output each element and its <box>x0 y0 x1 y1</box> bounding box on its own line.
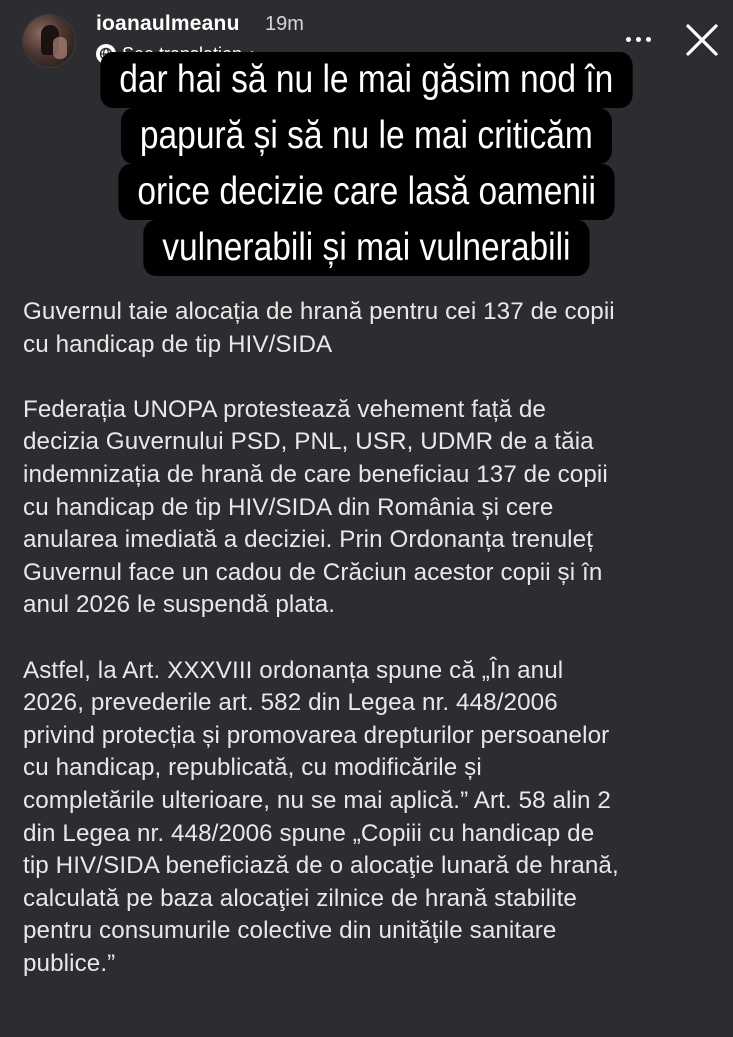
story-caption <box>0 52 733 276</box>
article-screenshot-text <box>23 296 723 1013</box>
caption-line: orice decizie care lasă oamenii <box>118 164 614 220</box>
caption-line: dar hai să nu le mai găsim nod în <box>101 52 633 108</box>
article-headline: Guvernul taie alocația de hrană pentru cei 137 de copii cu handicap de tip HIV/SIDA <box>23 298 615 358</box>
username[interactable]: ioanaulmeanu <box>96 12 240 35</box>
caption-line: papură și să nu le mai criticăm <box>121 108 612 164</box>
time-ago: 19m <box>265 13 304 35</box>
caption-line: vulnerabili și mai vulnerabili <box>143 220 589 276</box>
more-options-icon[interactable] <box>620 24 656 54</box>
article-paragraph: Astfel, la Art. XXXVIII ordonanța spune că „În anul 2026, prevederile art. 582 din Legea nr. 448/2006 privind protecția și promovarea drepturilor persoanelor cu handicap, republicată, cu modificările și completările ulterioare, nu se mai aplică.” Art. 58 alin 2 din Legea nr. 448/2006 spune „Copiii cu handicap de tip HIV/SIDA beneficiază de o alocaţie lunară de hrană, calculată pe baza alocaţiei zilnice de hrană stabilite pentru consumurile colective din unităţile sanitare publice.” <box>23 656 619 977</box>
article-paragraph: Federația UNOPA protestează vehement față de decizia Guvernului PSD, PNL, USR, UDMR de a tăia indemnizația de hrană de care beneficiau 137 de copii cu handicap de tip HIV/SIDA din România și cere anularea imediată a deciziei. Prin Ordonanța trenuleț Guvernul face un cadou de Crăciun acestor copii și în anul 2026 le suspendă plata. <box>23 395 608 619</box>
